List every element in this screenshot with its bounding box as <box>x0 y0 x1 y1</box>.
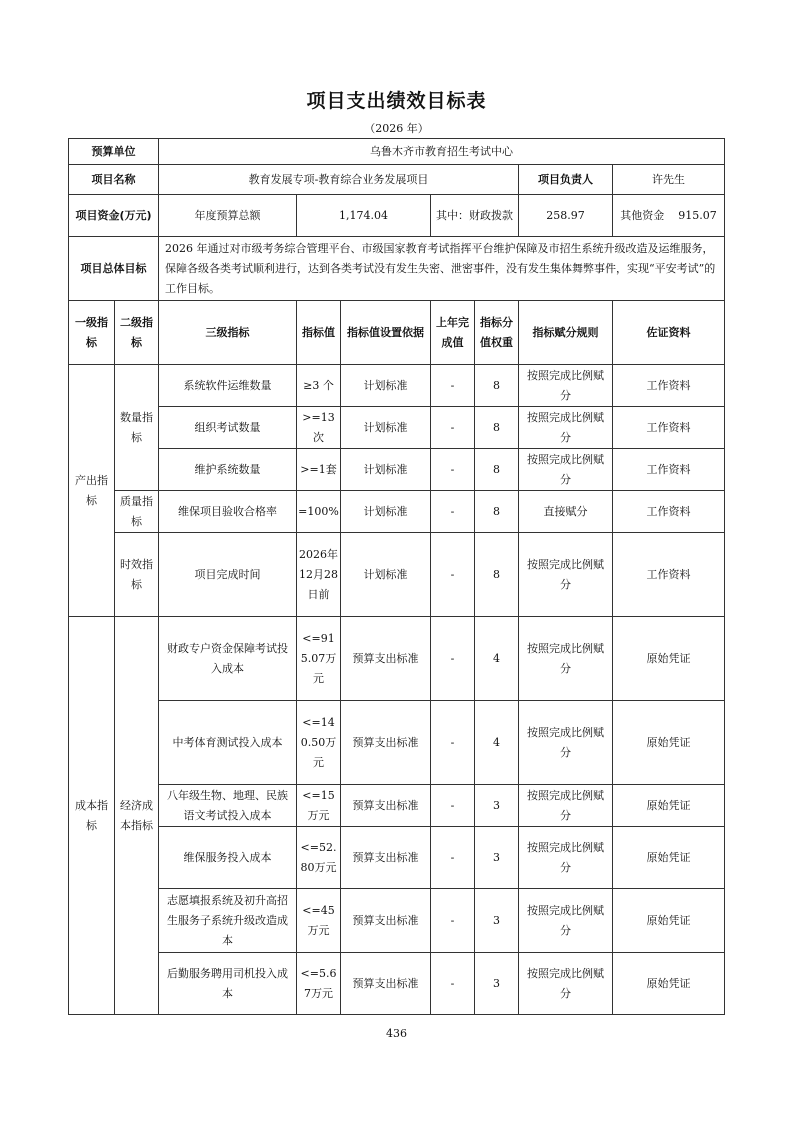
indicator-header-row <box>69 301 725 365</box>
indicator-value: <=140.50万元 <box>297 701 341 785</box>
indicator-last-year: - <box>431 785 475 827</box>
header-target-value: 指标值 <box>297 301 341 365</box>
table-row <box>69 889 725 953</box>
project-funds-row <box>69 195 725 237</box>
indicator-value: <=15万元 <box>297 785 341 827</box>
header-level2: 二级指标 <box>115 301 159 365</box>
project-name-value: 教育发展专项-教育综合业务发展项目 <box>159 165 519 195</box>
indicator-evidence: 原始凭证 <box>613 617 725 701</box>
annual-total-value: 1,174.04 <box>297 195 431 237</box>
indicator-basis: 计划标准 <box>341 407 431 449</box>
indicator-value: >=13次 <box>297 407 341 449</box>
indicator-rule: 按照完成比例赋分 <box>519 449 613 491</box>
indicator-rule: 按照完成比例赋分 <box>519 533 613 617</box>
annual-total-label: 年度预算总额 <box>159 195 297 237</box>
page-number: 436 <box>386 1027 407 1040</box>
indicator-name: 志愿填报系统及初升高招生服务子系统升级改造成本 <box>159 889 297 953</box>
indicator-weight: 8 <box>475 365 519 407</box>
indicator-last-year: - <box>431 365 475 407</box>
group-output: 产出指标 <box>69 365 115 617</box>
indicator-last-year: - <box>431 617 475 701</box>
indicator-value: ≥3 个 <box>297 365 341 407</box>
header-level3: 三级指标 <box>159 301 297 365</box>
indicator-basis: 计划标准 <box>341 533 431 617</box>
header-last-year: 上年完成值 <box>431 301 475 365</box>
header-level1: 一级指标 <box>69 301 115 365</box>
indicator-basis: 预算支出标准 <box>341 827 431 889</box>
indicator-name: 维护系统数量 <box>159 449 297 491</box>
indicator-last-year: - <box>431 827 475 889</box>
indicator-basis: 预算支出标准 <box>341 889 431 953</box>
indicator-name: 后勤服务聘用司机投入成本 <box>159 953 297 1015</box>
group-cost: 成本指标 <box>69 617 115 1015</box>
page-title: 项目支出绩效目标表 <box>306 90 487 112</box>
indicator-rule: 直接赋分 <box>519 491 613 533</box>
indicator-value: <=915.07万元 <box>297 617 341 701</box>
indicator-last-year: - <box>431 533 475 617</box>
indicator-evidence: 工作资料 <box>613 449 725 491</box>
indicator-value: >=1套 <box>297 449 341 491</box>
overall-goal-label: 项目总体目标 <box>69 237 159 301</box>
indicator-value: <=45万元 <box>297 889 341 953</box>
project-name-row <box>69 165 725 195</box>
project-name-label: 项目名称 <box>69 165 159 195</box>
group-quantity: 数量指标 <box>115 365 159 491</box>
indicator-last-year: - <box>431 953 475 1015</box>
table-row <box>69 407 725 449</box>
overall-goal-row <box>69 237 725 301</box>
indicator-rule: 按照完成比例赋分 <box>519 407 613 449</box>
year-label: （2026 年） <box>364 122 429 135</box>
indicator-value: <=52.80万元 <box>297 827 341 889</box>
indicator-name: 维保项目验收合格率 <box>159 491 297 533</box>
table-row <box>69 533 725 617</box>
indicator-basis: 计划标准 <box>341 365 431 407</box>
indicator-weight: 8 <box>475 407 519 449</box>
indicator-name: 组织考试数量 <box>159 407 297 449</box>
indicator-rule: 按照完成比例赋分 <box>519 365 613 407</box>
fiscal-funds-label: 其中：财政拨款 <box>431 195 519 237</box>
indicator-last-year: - <box>431 407 475 449</box>
indicator-weight: 4 <box>475 617 519 701</box>
indicator-evidence: 原始凭证 <box>613 827 725 889</box>
indicator-last-year: - <box>431 889 475 953</box>
indicator-evidence: 工作资料 <box>613 491 725 533</box>
indicator-evidence: 原始凭证 <box>613 701 725 785</box>
indicator-basis: 计划标准 <box>341 491 431 533</box>
indicator-name: 维保服务投入成本 <box>159 827 297 889</box>
indicator-basis: 预算支出标准 <box>341 953 431 1015</box>
indicator-evidence: 工作资料 <box>613 533 725 617</box>
table-row <box>69 785 725 827</box>
indicator-evidence: 工作资料 <box>613 407 725 449</box>
project-leader-value: 许先生 <box>613 165 725 195</box>
indicator-basis: 预算支出标准 <box>341 785 431 827</box>
table-row <box>69 701 725 785</box>
group-timeliness: 时效指标 <box>115 533 159 617</box>
indicator-name: 财政专户资金保障考试投入成本 <box>159 617 297 701</box>
table-row <box>69 491 725 533</box>
table-row <box>69 617 725 701</box>
indicator-evidence: 工作资料 <box>613 365 725 407</box>
other-funds-label: 其他资金 <box>620 208 665 222</box>
indicator-weight: 3 <box>475 785 519 827</box>
other-funds-cell <box>613 195 725 237</box>
header-scoring: 指标赋分规则 <box>519 301 613 365</box>
indicator-basis: 预算支出标准 <box>341 617 431 701</box>
budget-unit-label: 预算单位 <box>69 139 159 165</box>
indicator-value: =100% <box>297 491 341 533</box>
indicator-name: 八年级生物、地理、民族语文考试投入成本 <box>159 785 297 827</box>
performance-goal-table <box>68 138 725 1015</box>
header-basis: 指标值设置依据 <box>341 301 431 365</box>
indicator-weight: 8 <box>475 491 519 533</box>
indicator-rule: 按照完成比例赋分 <box>519 701 613 785</box>
indicator-evidence: 原始凭证 <box>613 953 725 1015</box>
indicator-rule: 按照完成比例赋分 <box>519 953 613 1015</box>
indicator-weight: 3 <box>475 827 519 889</box>
indicator-evidence: 原始凭证 <box>613 785 725 827</box>
indicator-weight: 8 <box>475 533 519 617</box>
table-row <box>69 827 725 889</box>
indicator-value: 2026年12月28日前 <box>297 533 341 617</box>
indicator-rule: 按照完成比例赋分 <box>519 889 613 953</box>
header-weight: 指标分值权重 <box>475 301 519 365</box>
group-quality: 质量指标 <box>115 491 159 533</box>
indicator-rule: 按照完成比例赋分 <box>519 617 613 701</box>
header-evidence: 佐证资料 <box>613 301 725 365</box>
indicator-last-year: - <box>431 449 475 491</box>
indicator-weight: 4 <box>475 701 519 785</box>
indicator-weight: 3 <box>475 953 519 1015</box>
indicator-basis: 计划标准 <box>341 449 431 491</box>
table-row <box>69 953 725 1015</box>
project-funds-label: 项目资金(万元) <box>69 195 159 237</box>
other-funds-value: 915.07 <box>678 208 717 222</box>
indicator-basis: 预算支出标准 <box>341 701 431 785</box>
project-leader-label: 项目负责人 <box>519 165 613 195</box>
indicator-name: 项目完成时间 <box>159 533 297 617</box>
indicator-weight: 3 <box>475 889 519 953</box>
budget-unit-value: 乌鲁木齐市教育招生考试中心 <box>159 139 725 165</box>
indicator-last-year: - <box>431 491 475 533</box>
indicator-name: 系统软件运维数量 <box>159 365 297 407</box>
indicator-weight: 8 <box>475 449 519 491</box>
indicator-last-year: - <box>431 701 475 785</box>
group-economic-cost: 经济成本指标 <box>115 617 159 1015</box>
indicator-evidence: 原始凭证 <box>613 889 725 953</box>
indicator-rule: 按照完成比例赋分 <box>519 827 613 889</box>
indicator-value: <=5.67万元 <box>297 953 341 1015</box>
table-row <box>69 449 725 491</box>
indicator-rule: 按照完成比例赋分 <box>519 785 613 827</box>
overall-goal-text: 2026 年通过对市级考务综合管理平台、市级国家教育考试指挥平台维护保障及市招生系统升级改造及运维服务，保障各级各类考试顺利进行，达到各类考试没有发生失密、泄密事件，没有发生集体舞弊事件，实现“平安考试”的工作目标。 <box>159 237 725 301</box>
fiscal-funds-value: 258.97 <box>519 195 613 237</box>
indicator-name: 中考体育测试投入成本 <box>159 701 297 785</box>
budget-unit-row <box>69 139 725 165</box>
table-row <box>69 365 725 407</box>
